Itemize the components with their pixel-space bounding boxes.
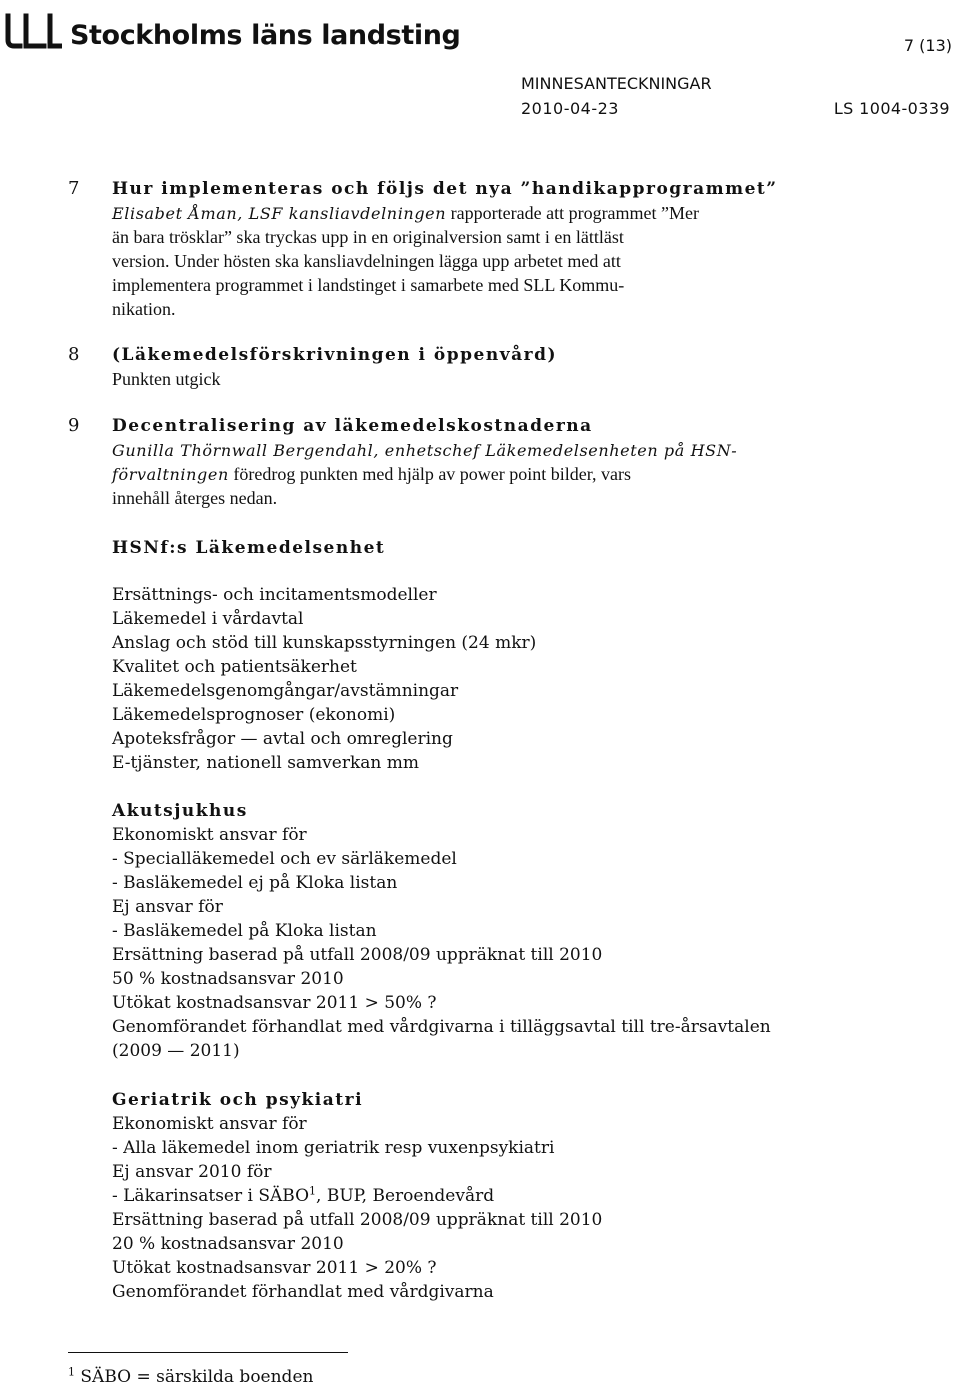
- speaker-name: Elisabet Åman, LSF kansliavdelningen: [112, 204, 447, 223]
- list-item: - Basläkemedel på Kloka listan: [112, 921, 377, 941]
- list-item: Genomförandet förhandlat med vårdgivarna: [112, 1282, 494, 1302]
- org-name: Stockholms läns landsting: [70, 20, 461, 51]
- section-heading: Geriatrik och psykiatri: [112, 1090, 364, 1110]
- document-reference: LS 1004-0339: [833, 99, 950, 118]
- item-text-line: nikation.: [112, 299, 176, 319]
- list-item: Anslag och stöd till kunskapsstyrningen (24 mkr): [112, 633, 537, 653]
- list-item: Läkemedelsgenomgångar/avstämningar: [112, 681, 459, 701]
- list-item: [112, 1184, 494, 1208]
- speaker-name: förvaltningen: [112, 465, 229, 484]
- list-item: Ekonomiskt ansvar för: [112, 825, 307, 845]
- page-number: 7 (13): [903, 36, 952, 55]
- item-text-line: implementera programmet i landstinget i samarbete med SLL Kommu-: [112, 275, 625, 295]
- section-heading: HSNf:s Läkemedelsenhet: [112, 538, 386, 558]
- list-item: - Alla läkemedel inom geriatrik resp vuxenpsykiatri: [112, 1138, 555, 1158]
- list-item: Kvalitet och patientsäkerhet: [112, 657, 357, 677]
- item-text-line: än bara trösklar” ska tryckas upp in en originalversion samt i en lättläst: [112, 227, 624, 247]
- text-span: föredrog punkten med hjälp av power point bilder, vars: [228, 464, 632, 484]
- document-type: MINNESANTECKNINGAR: [521, 74, 712, 93]
- item-text-line: [112, 462, 631, 487]
- item-text-line: Punkten utgick: [112, 369, 221, 389]
- text-span: rapporterade att programmet ”Mer: [446, 203, 700, 223]
- item-text-line: innehåll återges nedan.: [112, 488, 278, 508]
- list-item: Ej ansvar för: [112, 897, 223, 917]
- document-date: 2010-04-23: [521, 99, 619, 118]
- footnote-text: SÄBO = särskilda boenden: [75, 1367, 314, 1387]
- footnote-ref[interactable]: 1: [309, 1184, 317, 1198]
- sll-logo-icon: [2, 12, 62, 52]
- list-item: Läkemedel i vårdavtal: [112, 609, 304, 629]
- item-number: 9: [68, 415, 80, 436]
- list-item: Genomförandet förhandlat med vårdgivarna i tilläggsavtal till tre-årsavtalen: [112, 1017, 771, 1037]
- list-item: Ej ansvar 2010 för: [112, 1162, 272, 1182]
- list-item: - Specialläkemedel och ev särläkemedel: [112, 849, 457, 869]
- speaker-name: Gunilla Thörnwall Bergendahl, enhetschef Läkemedelsenheten på HSN-: [112, 441, 738, 460]
- list-item: Ersättnings- och incitamentsmodeller: [112, 585, 437, 605]
- item-heading: Hur implementeras och följs det nya ”handikapprogrammet”: [112, 179, 778, 199]
- item-heading: Decentralisering av läkemedelskostnaderna: [112, 416, 593, 436]
- list-item: - Basläkemedel ej på Kloka listan: [112, 873, 398, 893]
- list-item: Apoteksfrågor — avtal och omreglering: [112, 729, 453, 749]
- speaker-line: [112, 438, 737, 463]
- footnote-marker: 1: [68, 1365, 75, 1379]
- item-number: 8: [68, 344, 80, 365]
- list-item: Läkemedelsprognoser (ekonomi): [112, 705, 396, 725]
- list-item: (2009 — 2011): [112, 1041, 240, 1061]
- list-item: Utökat kostnadsansvar 2011 > 20% ?: [112, 1258, 437, 1278]
- list-item: Ersättning baserad på utfall 2008/09 uppräknat till 2010: [112, 945, 603, 965]
- footnote-divider: [68, 1352, 348, 1353]
- list-item: Ersättning baserad på utfall 2008/09 uppräknat till 2010: [112, 1210, 603, 1230]
- item-text-line: version. Under hösten ska kansliavdelningen lägga upp arbetet med att: [112, 251, 621, 271]
- list-item: E-tjänster, nationell samverkan mm: [112, 753, 420, 773]
- text-span: - Läkarinsatser i SÄBO: [112, 1186, 310, 1206]
- item-number: 7: [68, 178, 80, 199]
- list-item: 20 % kostnadsansvar 2010: [112, 1234, 344, 1254]
- item-text-line: [112, 201, 699, 226]
- item-heading: (Läkemedelsförskrivningen i öppenvård): [112, 345, 557, 365]
- list-item: 50 % kostnadsansvar 2010: [112, 969, 344, 989]
- section-heading: Akutsjukhus: [112, 801, 248, 821]
- text-span: , BUP, Beroendevård: [316, 1186, 495, 1206]
- list-item: Ekonomiskt ansvar för: [112, 1114, 307, 1134]
- list-item: Utökat kostnadsansvar 2011 > 50% ?: [112, 993, 437, 1013]
- footnote: [68, 1367, 313, 1387]
